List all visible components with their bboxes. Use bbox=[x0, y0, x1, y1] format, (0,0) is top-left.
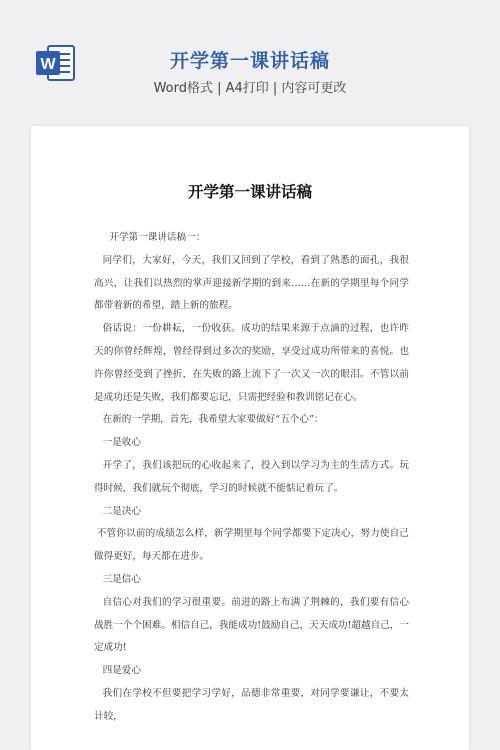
section-heading: 三是信心 bbox=[102, 573, 141, 585]
page-subtitle: Word格式 | A4打印 | 内容可更改 bbox=[153, 81, 347, 96]
document-page bbox=[31, 126, 469, 750]
section-heading: 四是爱心 bbox=[102, 665, 141, 677]
paragraph: 开学了，我们该把玩的心收起来了，投入到以学习为主的生活方式。玩得时候，我们就玩个彻底，学习的时候就不能惦记着玩了。 bbox=[94, 459, 409, 494]
paragraph: 同学们，大家好，今天，我们又回到了学校，看到了熟悉的面孔，我很高兴，让我们以热烈的掌声迎接新学期的到来……在新的学期里每个同学都带着新的希望，踏上新的旅程。 bbox=[94, 254, 409, 312]
paragraph: 自信心对我们的学习很重要。前进的路上布满了荆棘的，我们要有信心战胜一个个困难。相信自己，我能成功!鼓励自己，天天成功!超越自己，一定成功! bbox=[94, 596, 409, 654]
document-body bbox=[94, 227, 409, 729]
section-heading: 一是收心 bbox=[102, 437, 141, 449]
page-title: 开学第一课讲话稿 bbox=[169, 50, 330, 72]
section-heading: 二是决心 bbox=[102, 505, 141, 517]
paragraph: 不管你以前的成绩怎么样，新学期里每个同学都要下定决心，努力使自己做得更好，每天都在进步。 bbox=[94, 528, 409, 563]
paragraph: 我们在学校不但要把学习学好，品德非常重要，对同学要谦让，不要太计较， bbox=[94, 687, 409, 722]
paragraph: 在新的一学期，首先，我希望大家要做好“五个心”： bbox=[102, 414, 324, 426]
paragraph: 开学第一课讲话稿一： bbox=[109, 232, 206, 243]
word-icon-letter: W bbox=[40, 56, 56, 73]
document-title: 开学第一课讲话稿 bbox=[187, 183, 312, 201]
header-banner bbox=[0, 0, 500, 125]
paragraph: 俗话说：一份耕耘，一份收获。成功的结果来源于点滴的过程，也许昨天的你曾经辉煌，曾经得到过多次的奖励，享受过成功所带来的喜悦。也许你曾经受到了挫折，在失败的路上流下了一次又一次的眼泪。不管以前是成功还是失败，我们都要忘记，只需把经验和教训铭记在心。 bbox=[94, 323, 409, 403]
